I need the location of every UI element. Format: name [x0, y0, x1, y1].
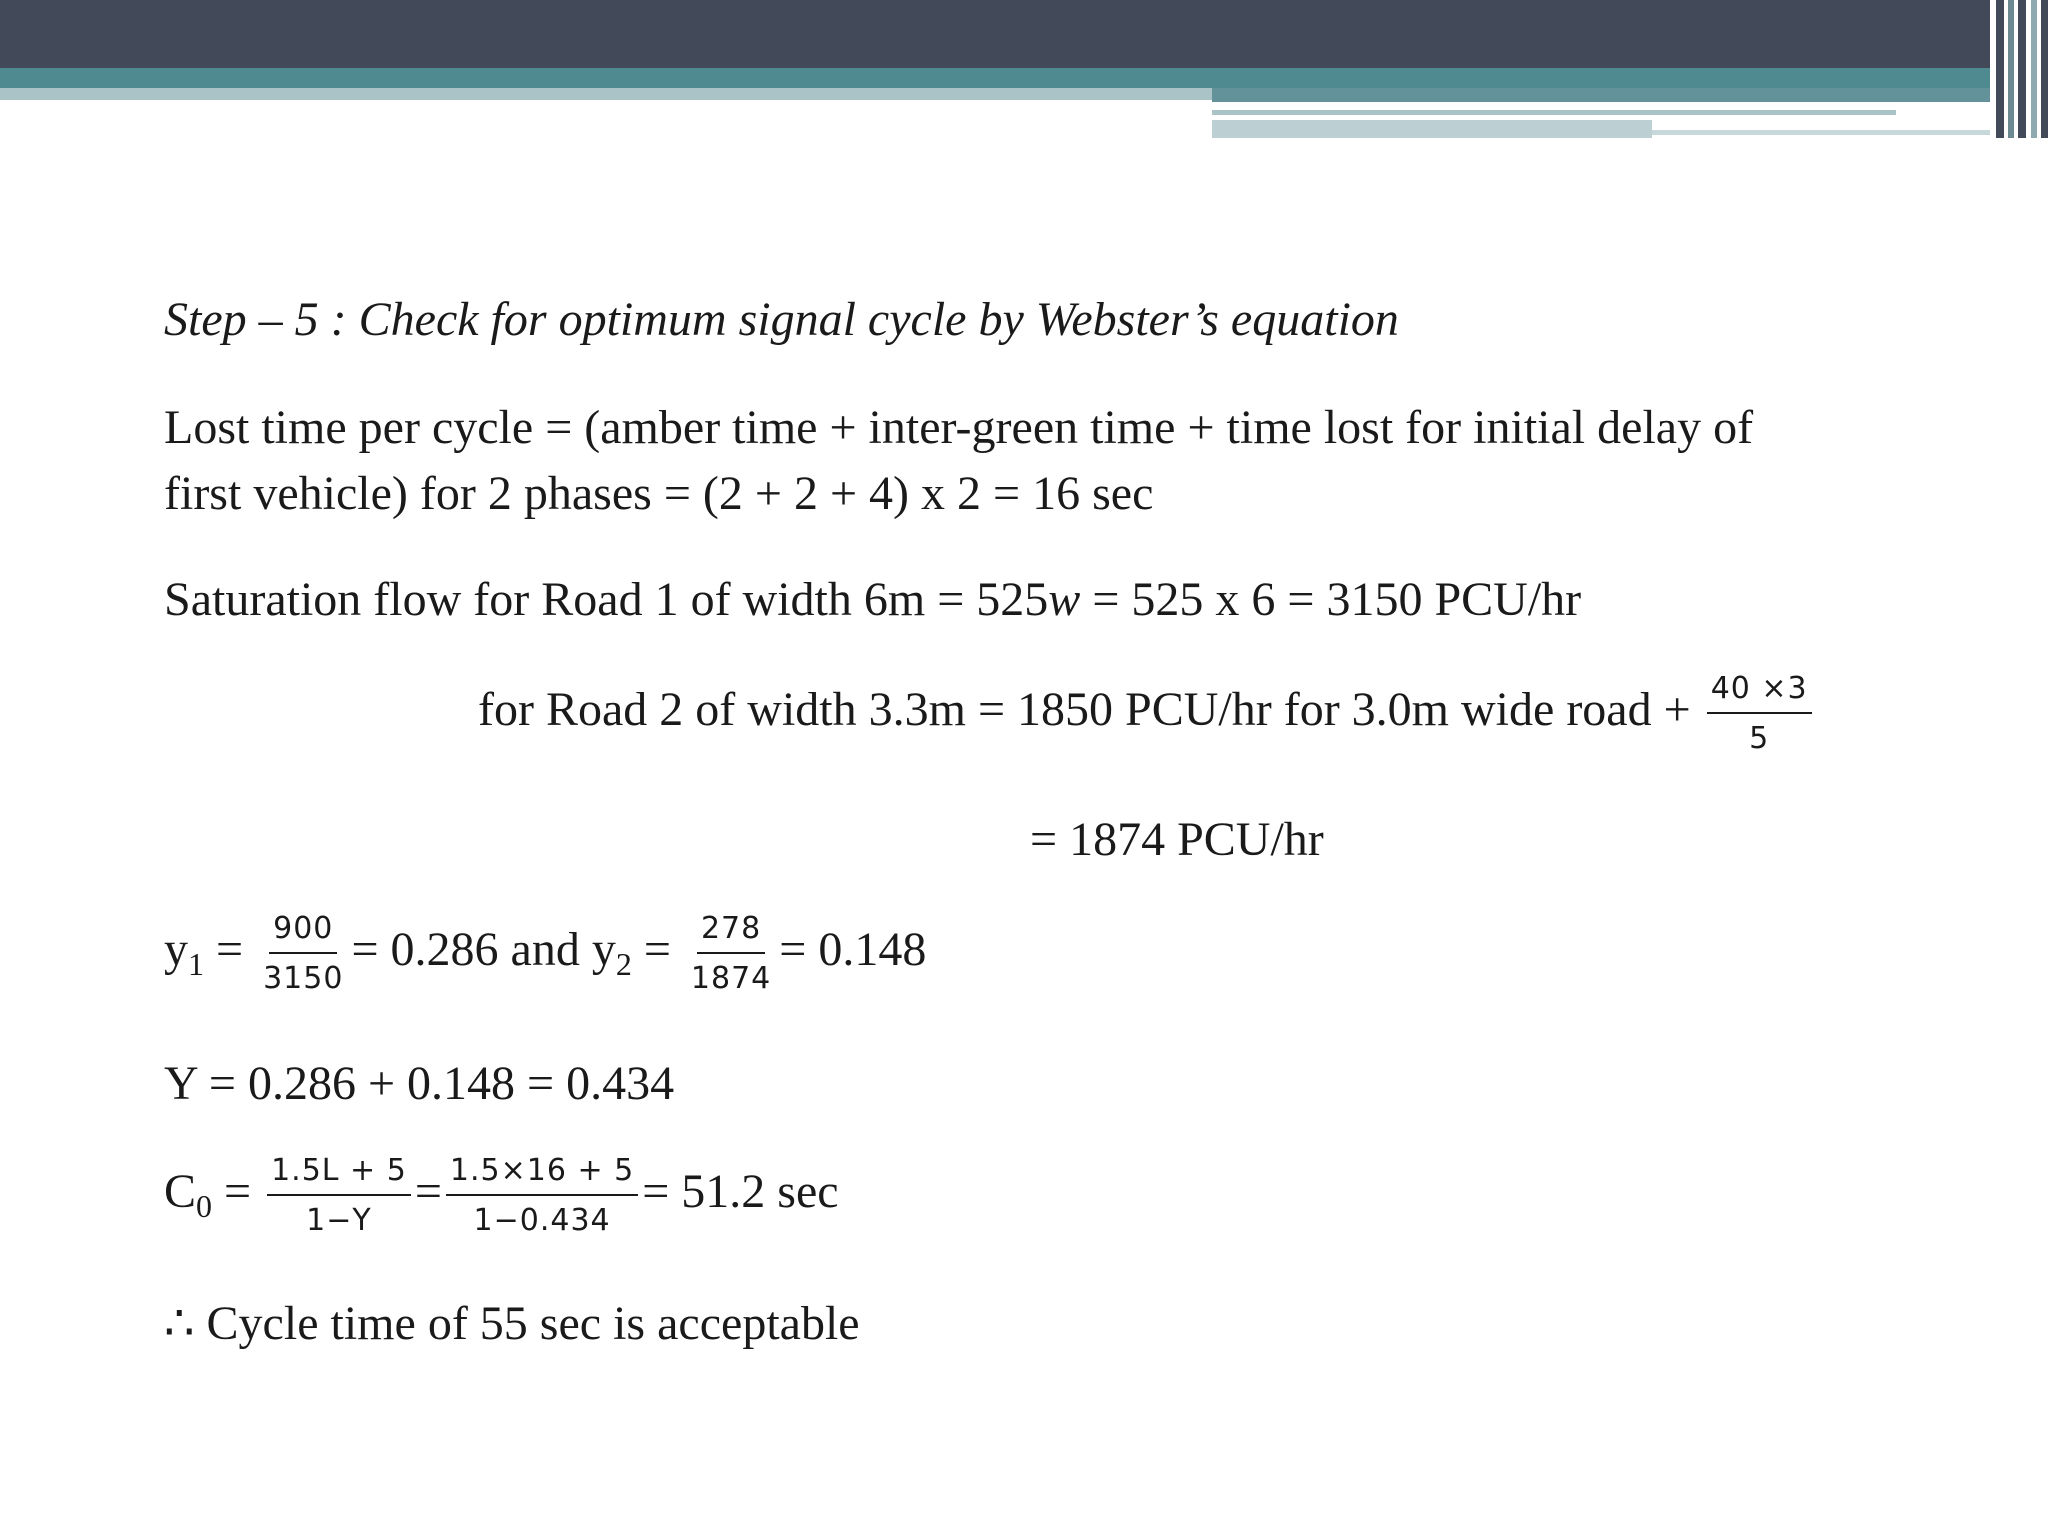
header-stripes — [1990, 0, 2048, 138]
saturation-road-2-text: for Road 2 of width 3.3m = 1850 PCU/hr for 3.0m wide road + — [478, 683, 1703, 737]
fraction-denominator: 1−Y — [306, 1203, 372, 1238]
fraction-y2 — [687, 911, 775, 996]
fraction-numerator: 1.5×16 + 5 — [446, 1156, 638, 1196]
saturation-road-1-result: = 525 x 6 = 3150 PCU/hr — [1080, 573, 1582, 626]
header-accent-band — [1212, 120, 1652, 138]
fraction-denominator: 5 — [1749, 721, 1770, 756]
conclusion: ∴ Cycle time of 55 sec is acceptable — [164, 1297, 860, 1350]
fraction-numerator: 900 — [269, 914, 337, 954]
y2-variable: y — [591, 923, 616, 977]
saturation-road-2 — [478, 671, 1816, 756]
fraction-numerator: 1.5L + 5 — [267, 1156, 411, 1196]
equals-sign: = — [414, 1165, 442, 1219]
flow-ratio-equation — [164, 911, 927, 996]
total-flow-ratio: Y = 0.286 + 0.148 = 0.434 — [164, 1057, 675, 1110]
c0-subscript: 0 — [196, 1188, 213, 1225]
fraction-numerator: 278 — [697, 914, 765, 954]
header-bar-grey — [0, 88, 1212, 100]
equals-sign: = — [631, 923, 683, 977]
header-bar-steel — [1212, 88, 1992, 102]
fraction-webster-formula — [267, 1153, 411, 1238]
equals-sign: = — [204, 923, 256, 977]
header-accent-line — [1212, 110, 1896, 115]
lost-time-line-2: first vehicle) for 2 phases = (2 + 2 + 4) x 2 = 16 sec — [164, 467, 1154, 520]
lost-time-line-1: Lost time per cycle = (amber time + inter-green time + time lost for initial delay of — [164, 401, 1754, 454]
c0-result: = 51.2 sec — [642, 1165, 839, 1219]
fraction-y1 — [259, 911, 347, 996]
y1-variable: y — [164, 923, 188, 977]
y1-result: = 0.286 and — [351, 923, 592, 977]
fraction-denominator: 3150 — [263, 961, 344, 996]
fraction-numerator: 40 ×3 — [1707, 674, 1812, 714]
slide-title: Step – 5 : Check for optimum signal cycle by Webster’s equation — [164, 293, 1399, 346]
fraction-width-correction — [1707, 671, 1812, 756]
y2-result: = 0.148 — [779, 923, 927, 977]
fraction-denominator: 1−0.434 — [473, 1203, 611, 1238]
header-accent-line — [1652, 130, 1992, 135]
y1-subscript: 1 — [188, 946, 204, 983]
fraction-webster-values — [446, 1153, 638, 1238]
header-bar-teal — [0, 68, 2030, 88]
fraction-denominator: 1874 — [690, 961, 772, 996]
saturation-road-2-result: = 1874 PCU/hr — [1030, 813, 1324, 866]
equals-sign: = — [212, 1165, 264, 1219]
c0-variable: C — [164, 1165, 197, 1219]
saturation-road-1 — [164, 573, 1582, 626]
y2-subscript: 2 — [615, 946, 632, 983]
saturation-road-1-text: Saturation flow for Road 1 of width 6m = 525 — [164, 573, 1049, 626]
webster-cycle-equation — [164, 1153, 839, 1238]
header-bar-dark — [0, 0, 1990, 68]
width-variable: w — [1048, 573, 1081, 626]
